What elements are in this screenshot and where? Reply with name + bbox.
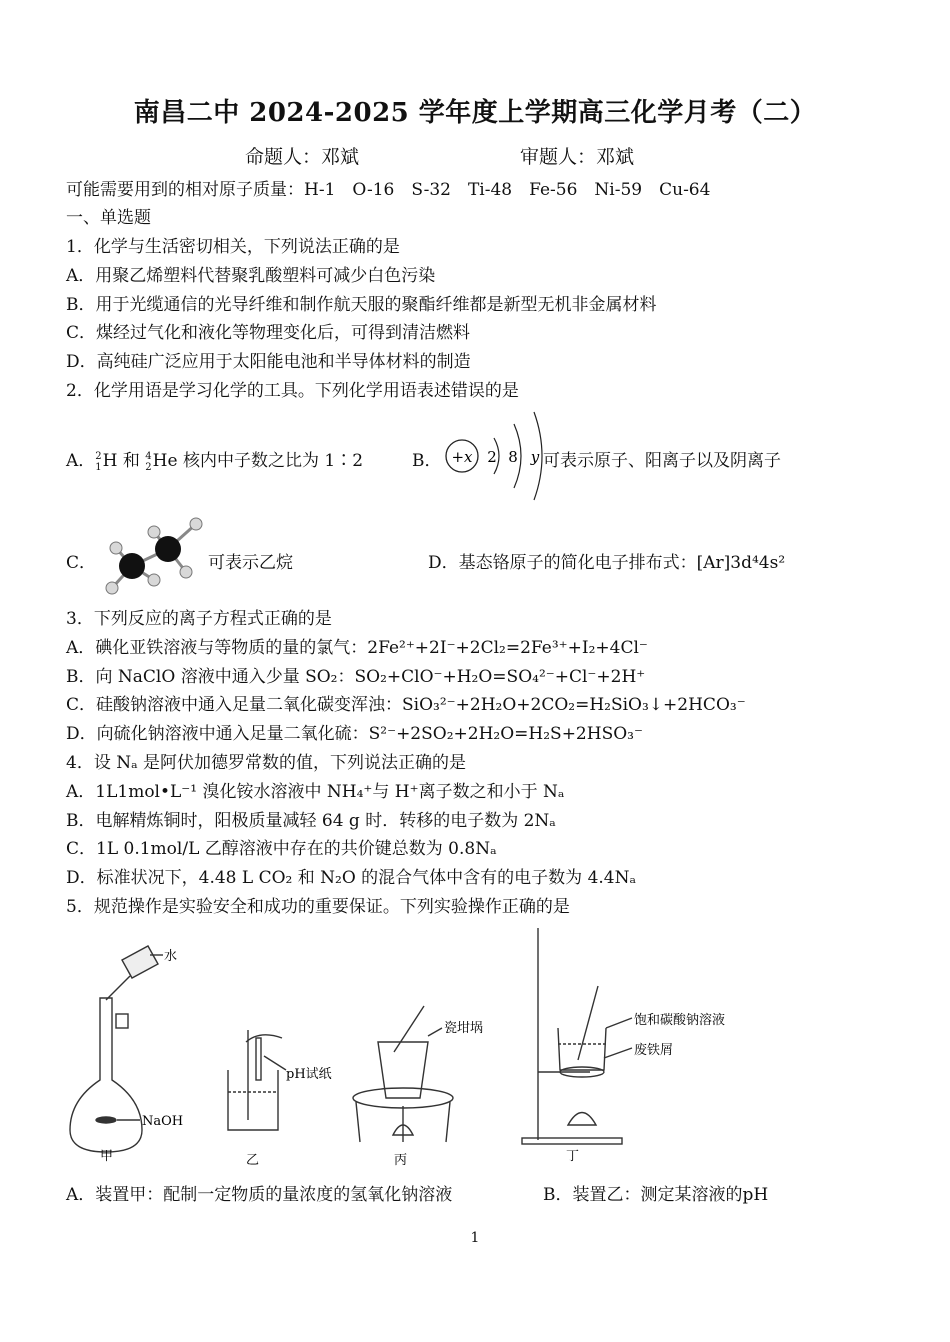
q1-option-b: B．用于光缆通信的光导纤维和制作航天服的聚酯纤维都是新型无机非金属材料	[66, 295, 657, 315]
he-mass-number: 4	[145, 450, 152, 462]
q4-option-d: D．标准状况下，4.48 L CO₂ 和 N₂O 的混合气体中含有的电子数为 4.4Nₐ	[66, 868, 637, 888]
iron-stand-setup	[522, 928, 632, 1144]
lab-apparatus-figure	[60, 920, 760, 1170]
page-number: 1	[470, 1230, 480, 1246]
q2-b-tail: 可表示原子、阳离子以及阴离子	[543, 451, 781, 471]
q2-a-prefix: A．	[66, 451, 96, 471]
ph-test-setup	[228, 1030, 286, 1130]
q1-option-c: C．煤经过气化和液化等物理变化后，可得到清洁燃料	[66, 323, 471, 343]
q3-option-c: C．硅酸钠溶液中通入足量二氧化碳变浑浊：SiO₃²⁻+2H₂O+2CO₂=H₂SiO₃↓+2HCO₃⁻	[66, 695, 746, 715]
caption-ding: 丁	[566, 1149, 580, 1164]
label-scrap-iron: 废铁屑	[634, 1043, 674, 1058]
q3-stem: 3．下列反应的离子方程式正确的是	[66, 609, 332, 629]
q1-option-d: D．高纯硅广泛应用于太阳能电池和半导体材料的制造	[66, 352, 471, 372]
caption-bing: 丙	[394, 1153, 408, 1168]
atomic-masses: 可能需要用到的相对原子质量：H-1 O-16 S-32 Ti-48 Fe-56 Ni-59 Cu-64	[66, 180, 711, 200]
he-atomic-number: 2	[145, 461, 152, 473]
shell-1-electrons: 2	[487, 448, 497, 466]
q5-stem: 5．规范操作是实验安全和成功的重要保证。下列实验操作正确的是	[66, 897, 570, 917]
q4-option-b: B．电解精炼铜时，阳极质量减轻 64 g 时．转移的电子数为 2Nₐ	[66, 811, 556, 831]
exam-title: 南昌二中 2024-2025 学年度上学期高三化学月考（二）	[133, 98, 817, 128]
q2-a-conjunction: 和	[122, 451, 140, 471]
he-symbol: He	[152, 451, 178, 471]
q5-option-b: B．装置乙：测定某溶液的pH	[543, 1185, 769, 1205]
q3-option-d: D．向硫化钠溶液中通入足量二氧化硫：S²⁻+2SO₂+2H₂O=H₂S+2HSO₃⁻	[66, 724, 643, 744]
label-ph-paper: pH试纸	[286, 1067, 332, 1082]
shell-3-electrons: y	[530, 448, 540, 466]
carbon-atom-2	[155, 536, 181, 562]
crucible-heating-setup	[353, 1006, 453, 1142]
q2-option-a	[66, 446, 363, 473]
q2-stem: 2．化学用语是学习化学的工具。下列化学用语表述错误的是	[66, 381, 519, 401]
q4-option-a: A．1L1mol•L⁻¹ 溴化铵水溶液中 NH₄⁺与 H⁺离子数之和小于 Nₐ	[66, 782, 565, 802]
nucleus-charge: +x	[451, 448, 473, 466]
label-crucible: 瓷坩埚	[444, 1021, 484, 1036]
q5-option-a: A．装置甲：配制一定物质的量浓度的氢氧化钠溶液	[66, 1185, 453, 1205]
h-atomic-number: 1	[95, 461, 102, 473]
carbon-atom-1	[119, 553, 145, 579]
q2-option-d: D．基态铬原子的简化电子排布式：[Ar]3d⁴4s²	[428, 553, 786, 573]
q2-b-prefix: B．	[412, 451, 442, 471]
shell-2-electrons: 8	[508, 448, 518, 466]
ethane-ball-stick-model	[98, 512, 208, 598]
q3-option-a: A．碘化亚铁溶液与等物质的量的氯气：2Fe²⁺+2I⁻+2Cl₂=2Fe³⁺+I₂+4Cl⁻	[66, 638, 648, 658]
label-sodium-carbonate: 饱和碳酸钠溶液	[634, 1013, 726, 1028]
helium-isotope-notation	[145, 451, 151, 473]
q2-c-tail: 可表示乙烷	[208, 553, 293, 573]
caption-jia: 甲	[100, 1149, 114, 1164]
q2-a-tail: 核内中子数之比为 1∶2	[182, 451, 364, 471]
q4-option-c: C．1L 0.1mol/L 乙醇溶液中存在的共价键总数为 0.8Nₐ	[66, 839, 497, 859]
q4-stem: 4．设 Nₐ 是阿伏加德罗常数的值，下列说法正确的是	[66, 753, 467, 773]
h-symbol: H	[102, 451, 118, 471]
setter-line: 命题人：邓斌	[245, 146, 360, 168]
h-mass-number: 2	[95, 450, 102, 462]
q2-c-prefix: C．	[66, 553, 97, 573]
q1-stem: 1．化学与生活密切相关，下列说法正确的是	[66, 237, 400, 257]
reviewer-line: 审题人：邓斌	[520, 146, 635, 168]
section-heading: 一、单选题	[66, 208, 151, 228]
q3-option-b: B．向 NaClO 溶液中通入少量 SO₂：SO₂+ClO⁻+H₂O=SO₄²⁻+Cl⁻+2H⁺	[66, 667, 646, 687]
label-naoh: NaOH	[142, 1114, 184, 1129]
q1-option-a: A．用聚乙烯塑料代替聚乳酸塑料可减少白色污染	[66, 266, 436, 286]
caption-yi: 乙	[246, 1153, 260, 1168]
hydrogen-isotope-notation	[95, 451, 101, 473]
label-water: 水	[164, 949, 178, 964]
atomic-structure-diagram	[440, 408, 545, 503]
